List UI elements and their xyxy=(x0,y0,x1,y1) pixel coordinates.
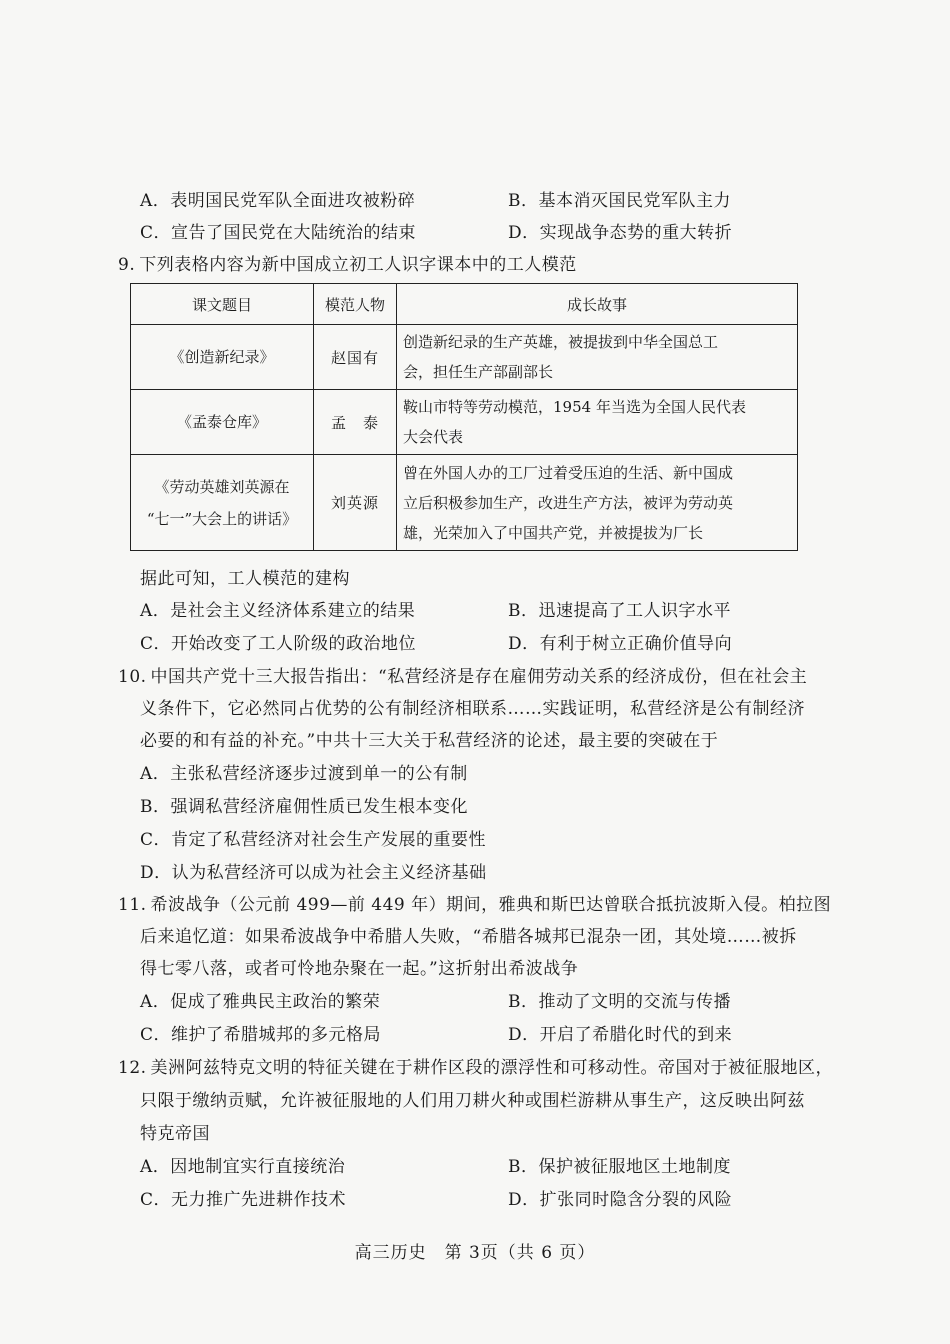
option-11c: C．维护了希腊城邦的多元格局 xyxy=(140,1025,382,1045)
question-10-stem-line2: 义条件下，它必然同占优势的公有制经济相联系……实践证明，私营经济是公有制经济 xyxy=(140,699,805,719)
option-9b: B．迅速提高了工人识字水平 xyxy=(508,601,731,621)
option-9c: C．开始改变了工人阶级的政治地位 xyxy=(140,634,417,654)
option-9d: D．有利于树立正确价值导向 xyxy=(508,634,733,654)
option-10a: A．主张私营经济逐步过渡到单一的公有制 xyxy=(140,764,468,784)
question-9-stem: 9. 下列表格内容为新中国成立初工人识字课本中的工人模范 xyxy=(118,255,577,275)
option-11d: D．开启了希腊化时代的到来 xyxy=(508,1025,733,1045)
cell-story: 创造新纪录的生产英雄，被提拔到中华全国总工 会，担任生产部副部长 xyxy=(397,325,798,390)
cell-title: 《孟泰仓库》 xyxy=(131,390,314,455)
cell-person: 赵国有 xyxy=(314,325,397,390)
option-11b: B．推动了文明的交流与传播 xyxy=(508,992,731,1012)
table-row xyxy=(131,455,798,551)
option-10c: C．肯定了私营经济对社会生产发展的重要性 xyxy=(140,830,487,850)
cell-story: 鞍山市特等劳动模范，1954 年当选为全国人民代表 大会代表 xyxy=(397,390,798,455)
option-11a: A．促成了雅典民主政治的繁荣 xyxy=(140,992,381,1012)
page-footer: 高三历史 第 3页（共 6 页） xyxy=(354,1243,596,1263)
question-9-followup: 据此可知，工人模范的建构 xyxy=(140,569,350,589)
option-12c: C．无力推广先进耕作技术 xyxy=(140,1190,347,1210)
option-12b: B．保护被征服地区土地制度 xyxy=(508,1157,731,1177)
header-person: 模范人物 xyxy=(314,284,397,325)
question-10-stem-line1: 10. 中国共产党十三大报告指出：“私营经济是存在雇佣劳动关系的经济成份，但在社会主 xyxy=(118,667,808,687)
header-title: 课文题目 xyxy=(131,284,314,325)
table-header-row xyxy=(131,284,798,325)
question-11-stem-line1: 11. 希波战争（公元前 499—前 449 年）期间，雅典和斯巴达曾联合抵抗波斯入侵。柏拉图 xyxy=(118,895,832,915)
cell-person: 刘英源 xyxy=(314,455,397,551)
option-8b: B．基本消灭国民党军队主力 xyxy=(508,191,731,211)
cell-person: 孟 泰 xyxy=(314,390,397,455)
question-11-stem-line3: 得七零八落，或者可怜地杂聚在一起。”这折射出希波战争 xyxy=(140,959,579,979)
cell-title: 《劳动英雄刘英源在 “七一”大会上的讲话》 xyxy=(131,455,314,551)
worker-model-table xyxy=(130,283,798,551)
question-12-stem-line1: 12. 美洲阿兹特克文明的特征关键在于耕作区段的漂浮性和可移动性。帝国对于被征服地区， xyxy=(118,1058,834,1078)
header-story: 成长故事 xyxy=(397,284,798,325)
question-11-stem-line2: 后来追忆道：如果希波战争中希腊人失败，“希腊各城邦已混杂一团，其处境……被拆 xyxy=(140,927,797,947)
table-row xyxy=(131,325,798,390)
option-8a: A．表明国民党军队全面进攻被粉碎 xyxy=(140,191,416,211)
question-12-stem-line2: 只限于缴纳贡赋，允许被征服地的人们用刀耕火种或围栏游耕从事生产，这反映出阿兹 xyxy=(140,1091,805,1111)
option-12a: A．因地制宜实行直接统治 xyxy=(140,1157,346,1177)
option-10d: D．认为私营经济可以成为社会主义经济基础 xyxy=(140,863,487,883)
option-8c: C．宣告了国民党在大陆统治的结束 xyxy=(140,223,417,243)
option-9a: A．是社会主义经济体系建立的结果 xyxy=(140,601,416,621)
table-row xyxy=(131,390,798,455)
question-10-stem-line3: 必要的和有益的补充。”中共十三大关于私营经济的论述，最主要的突破在于 xyxy=(140,731,719,751)
option-8d: D．实现战争态势的重大转折 xyxy=(508,223,733,243)
option-10b: B．强调私营经济雇佣性质已发生根本变化 xyxy=(140,797,468,817)
question-12-stem-line3: 特克帝国 xyxy=(140,1124,210,1144)
cell-title: 《创造新纪录》 xyxy=(131,325,314,390)
cell-story: 曾在外国人办的工厂过着受压迫的生活、新中国成 立后积极参加生产，改进生产方法，被评为劳动英 雄，光荣加入了中国共产党，并被提拔为厂长 xyxy=(397,455,798,551)
option-12d: D．扩张同时隐含分裂的风险 xyxy=(508,1190,733,1210)
